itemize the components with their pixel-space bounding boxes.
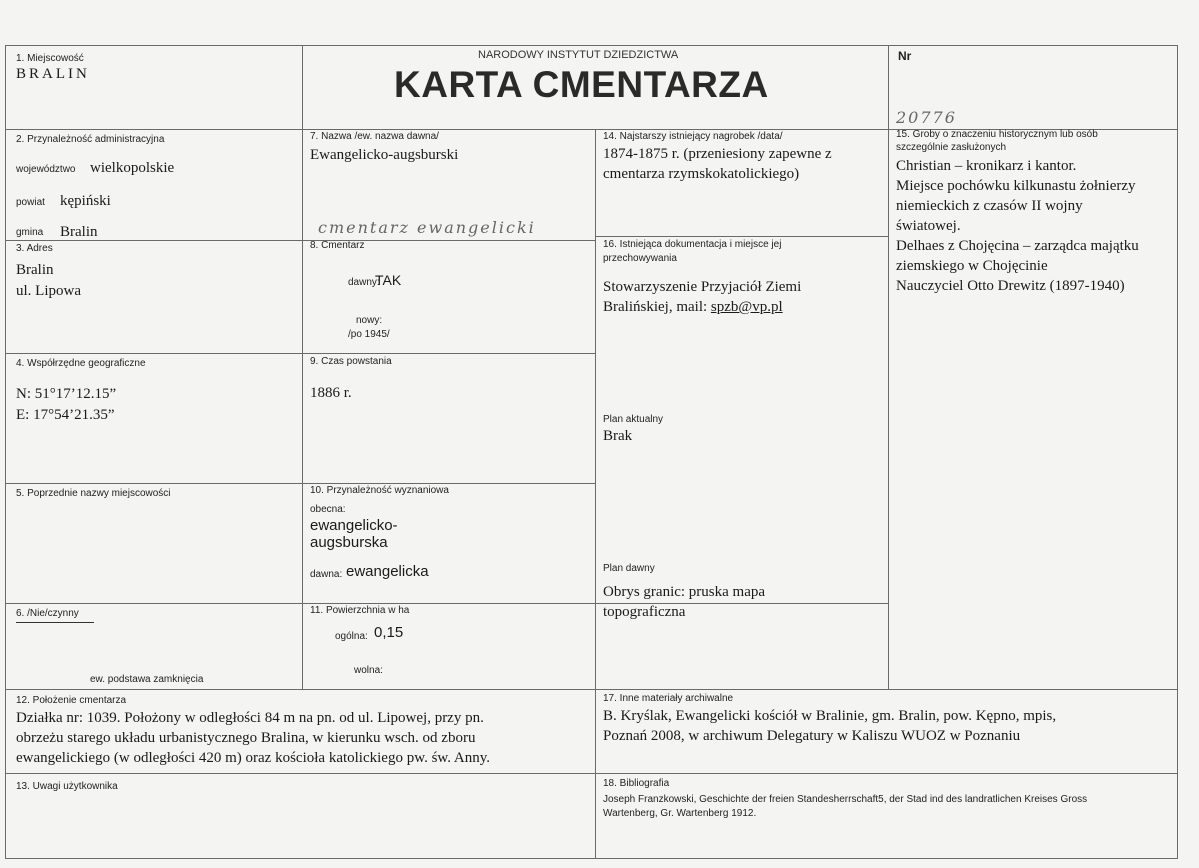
row-divider (5, 353, 595, 354)
address-line-1: Bralin (16, 262, 54, 278)
field-3-label: 3. Adres (16, 243, 53, 254)
field-17-label: 17. Inne materiały archiwalne (603, 693, 734, 704)
email-link[interactable]: spzb@vp.pl (710, 299, 783, 315)
current-denomination-line-2: augsburska (310, 534, 388, 551)
row-divider (5, 603, 888, 604)
historic-graves-line: ziemskiego w Chojęcinie (896, 258, 1048, 274)
documentation-line-2-text: Bralińskiej, mail: (603, 299, 711, 315)
field-7-label: 7. Nazwa /ew. nazwa dawna/ (310, 131, 439, 142)
county-value: kępiński (60, 193, 111, 209)
voivodeship-value: wielkopolskie (90, 160, 175, 176)
oldest-grave-line-2: cmentarza rzymskokatolickiego) (603, 166, 800, 182)
location-line-3: ewangelickiego (w odległości 420 m) oraz kościoła katolickiego pw. św. Anny. (16, 750, 491, 766)
old-plan-label: Plan dawny (603, 563, 655, 574)
field-16-label-2: przechowywania (603, 253, 677, 264)
documentation-line-2 (603, 297, 783, 317)
field-4-label: 4. Współrzędne geograficzne (16, 358, 146, 369)
old-plan-line-2: topograficzna (603, 604, 686, 620)
free-area-label: wolna: (354, 665, 383, 676)
column-divider (888, 45, 889, 689)
current-plan-label: Plan aktualny (603, 414, 664, 425)
location-line-1: Działka nr: 1039. Położony w odległości 84 m na pn. od ul. Lipowej, przy pn. (16, 710, 484, 726)
founding-date-value: 1886 r. (310, 385, 352, 401)
historic-graves-line: niemieckich z czasów II wojny (896, 198, 1083, 214)
page-title: KARTA CMENTARZA (394, 64, 769, 105)
cemetery-name-value: Ewangelicko-augsburski (310, 147, 459, 163)
field-14-label: 14. Najstarszy istniejący nagrobek /data/ (603, 131, 783, 142)
bottom-border (5, 858, 1178, 859)
institute-name: NARODOWY INSTYTUT DZIEDZICTWA (478, 49, 679, 61)
field-15-label-2: szczególnie zasłużonych (896, 142, 1007, 153)
county-label: powiat (16, 197, 45, 208)
row-divider (595, 236, 888, 237)
historic-graves-line: Miejsce pochówku kilkunastu żołnierzy (896, 178, 1136, 194)
current-plan-value: Brak (603, 428, 633, 444)
column-divider (302, 45, 303, 689)
row-divider (5, 689, 1178, 690)
top-border (5, 45, 1178, 46)
bibliography-line-2: Wartenberg, Gr. Wartenberg 1912. (603, 808, 757, 819)
total-area-label: ogólna: (335, 631, 368, 642)
field-12-label: 12. Położenie cmentarza (16, 695, 127, 706)
location-line-2: obrzeżu starego układu urbanistycznego Bralina, w kierunku wsch. od zboru (16, 730, 476, 746)
historic-graves-line: światowej. (896, 218, 961, 234)
field-13-label: 13. Uwagi użytkownika (16, 781, 118, 792)
field-18-label: 18. Bibliografia (603, 778, 670, 789)
nr-label: Nr (898, 49, 912, 63)
former-cemetery-label: dawny: (348, 277, 380, 288)
field-2-label: 2. Przynależność administracyjna (16, 134, 165, 145)
new-cemetery-note: /po 1945/ (348, 329, 390, 340)
field-11-label: 11. Powierzchnia w ha (310, 605, 410, 616)
commune-value: Bralin (60, 224, 98, 240)
archival-line-2: Poznań 2008, w archiwum Delegatury w Kaliszu WUOZ w Poznaniu (603, 728, 1021, 744)
closure-basis-label: ew. podstawa zamknięcia (90, 674, 204, 685)
cemetery-name-handwritten: cmentarz ewangelicki (318, 218, 536, 237)
field-9-label: 9. Czas powstania (310, 356, 392, 367)
field-1-label: 1. Miejscowość (16, 53, 84, 64)
current-denomination-line-1: ewangelicko- (310, 517, 398, 534)
voivodeship-label: województwo (16, 164, 76, 175)
historic-graves-line: Delhaes z Chojęcina – zarządca majątku (896, 238, 1139, 254)
column-divider (595, 129, 596, 858)
field-6-label: 6. /Nie/czynny (16, 608, 79, 619)
former-cemetery-value: TAK (375, 272, 402, 288)
locality-value: BRALIN (16, 66, 90, 82)
former-denomination-label: dawna: (310, 569, 343, 580)
field-6-underline (16, 622, 94, 623)
new-cemetery-label: nowy: (356, 315, 383, 326)
total-area-value: 0,15 (374, 624, 404, 641)
documentation-line-1: Stowarzyszenie Przyjaciół Ziemi (603, 279, 802, 295)
field-10-label: 10. Przynależność wyznaniowa (310, 485, 449, 496)
latitude-value: N: 51°17’12.15” (16, 386, 117, 402)
left-border (5, 45, 6, 858)
historic-graves-line: Christian – kronikarz i kantor. (896, 158, 1077, 174)
oldest-grave-line-1: 1874-1875 r. (przeniesiony zapewne z (603, 146, 832, 162)
field-15-label-1: 15. Groby o znaczeniu historycznym lub osób (896, 129, 1098, 140)
row-divider (5, 483, 595, 484)
address-line-2: ul. Lipowa (16, 283, 81, 299)
field-16-label-1: 16. Istniejąca dokumentacja i miejsce jej (603, 239, 782, 250)
current-denomination-label: obecna: (310, 504, 346, 515)
archival-line-1: B. Kryślak, Ewangelicki kościół w Bralinie, gm. Bralin, pow. Kępno, mpis, (603, 708, 1057, 724)
commune-label: gmina (16, 227, 44, 238)
field-5-label: 5. Poprzednie nazwy miejscowości (16, 488, 171, 499)
bibliography-line-1: Joseph Franzkowski, Geschichte der freien Standesherrschaft5, der Stad ind des landratlichen Kreises Gross (603, 794, 1088, 805)
old-plan-line-1: Obrys granic: pruska mapa (603, 584, 766, 600)
longitude-value: E: 17°54’21.35” (16, 407, 115, 423)
field-8-label: 8. Cmentarz (310, 240, 365, 251)
row-divider (5, 773, 1178, 774)
historic-graves-line: Nauczyciel Otto Drewitz (1897-1940) (896, 278, 1125, 294)
right-border (1177, 45, 1178, 858)
former-denomination-value: ewangelicka (346, 563, 429, 580)
nr-value-handwritten: 20776 (896, 108, 957, 127)
